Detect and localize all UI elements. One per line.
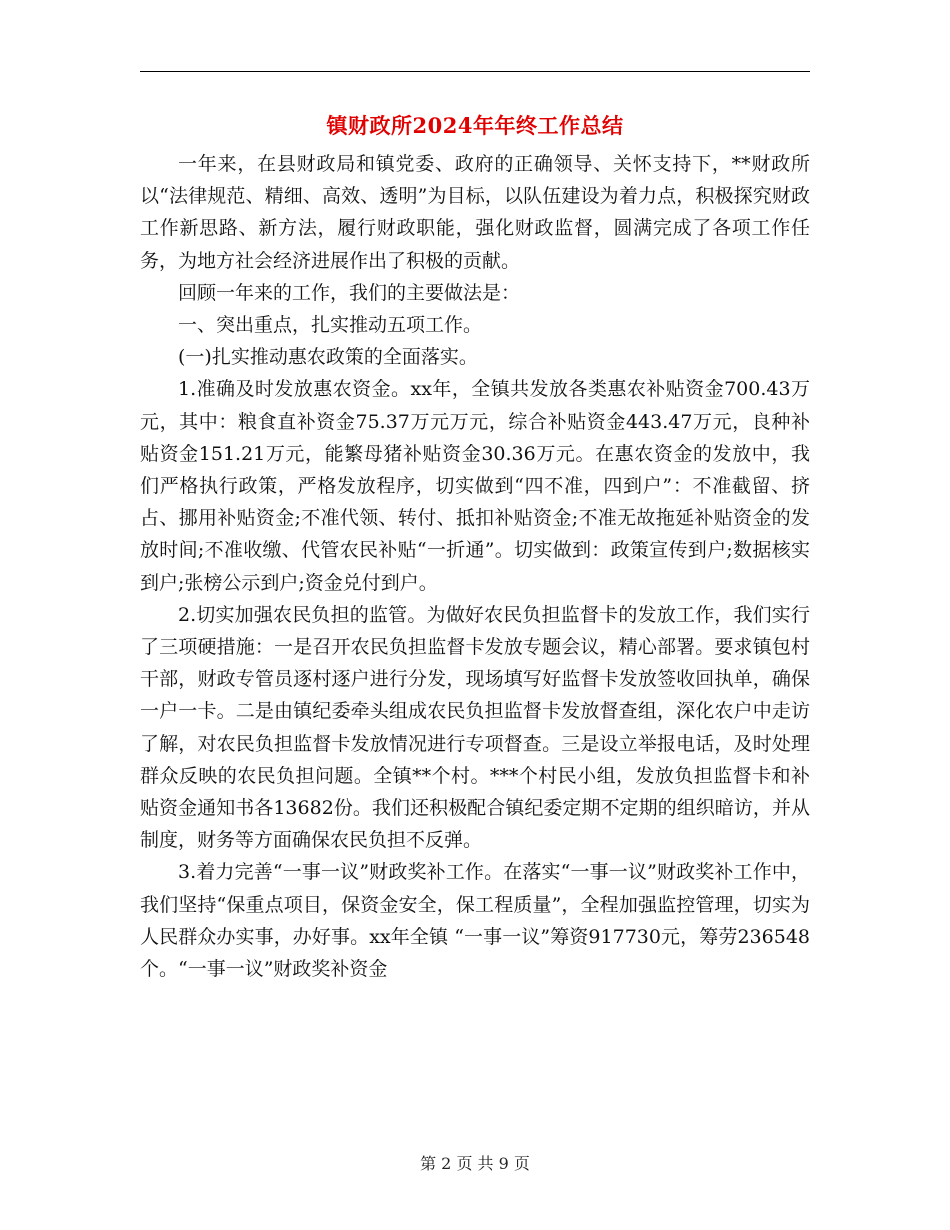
section-heading-1: 一、突出重点，扎实推动五项工作。 <box>178 314 483 337</box>
document-body <box>140 148 810 985</box>
paragraph-item-2: 2.切实加强农民负担的监管。为做好农民负担监督卡的发放工作，我们实行了三项硬措施：一是召开农民负担监督卡发放专题会议，精心部署。要求镇包村干部，财政专管员逐村逐户进行分发，现场填写好监督卡发放签收回执单，确保一户一卡。二是由镇纪委牵头组成农民负担监督卡发放督查组，深化农户中走访了解，对农民负担监督卡发放情况进行专项督查。三是设立举报电话，及时处理群众反映的农民负担问题。全镇**个村。***个村民小组，发放负担监督卡和补贴资金通知书各13682份。我们还积极配合镇纪委定期不定期的组织暗访，并从制度，财务等方面确保农民负担不反弹。 <box>140 603 810 852</box>
header-rule <box>140 71 810 72</box>
page-footer: 第 2 页 共 9 页 <box>420 1154 530 1173</box>
paragraph-item-1: 1.准确及时发放惠农资金。xx年，全镇共发放各类惠农补贴资金700.43万元，其中：粮食直补资金75.37万元万元，综合补贴资金443.47万元，良种补贴资金151.21万元，能繁母猪补贴资金30.36万元。在惠农资金的发放中，我们严格执行政策，严格发放程序，切实做到“四不准，四到户”：不准截留、挤占、挪用补贴资金;不准代领、转付、抵扣补贴资金;不准无故拖延补贴资金的发放时间;不准收缴、代管农民补贴“一折通”。切实做到：政策宣传到户;数据核实到户;张榜公示到户;资金兑付到户。 <box>140 378 810 594</box>
paragraph-review: 回顾一年来的工作，我们的主要做法是： <box>178 281 521 304</box>
document-title: 镇财政所2024年年终工作总结 <box>326 113 624 138</box>
subsection-heading-1: (一)扎实推动惠农政策的全面落实。 <box>178 346 478 369</box>
paragraph-intro: 一年来，在县财政局和镇党委、政府的正确领导、关怀支持下，**财政所以“法律规范、精细、高效、透明”为目标，以队伍建设为着力点，积极探究财政工作新思路、新方法，履行财政职能，强化财政监督，圆满完成了各项工作任务，为地方社会经济进展作出了积极的贡献。 <box>140 153 810 272</box>
paragraph-item-3: 3.着力完善“一事一议”财政奖补工作。在落实“一事一议”财政奖补工作中，我们坚持“保重点项目，保资金安全，保工程质量”，全程加强监控管理，切实为人民群众办实事，办好事。xx年全镇 “一事一议”筹资917730元，筹劳236548个。“一事一议”财政奖补资金 <box>140 861 810 981</box>
